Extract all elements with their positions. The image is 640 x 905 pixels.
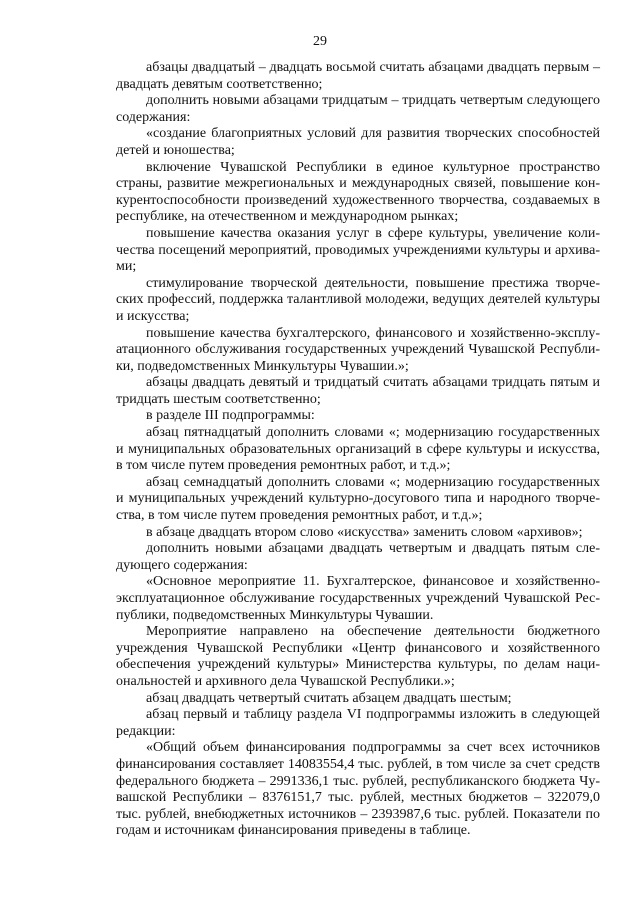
paragraph: абзац двадцать четвертый считать абзацем двадцать шестым; (146, 690, 512, 706)
paragraph: дополнить новыми абзацами тридцатым – тридцать четвертым следующего содержания: (116, 93, 600, 125)
paragraph: дополнить новыми абзацами двадцать четвертым и двадцать пятым следующего содержания: (116, 541, 600, 573)
paragraph: абзац семнадцатый дополнить словами «; модернизацию государственных и муниципальных учреждений культурно-досугового типа и народного творчества, в том числе путем проведения ремонтных работ, и т.д.»; (116, 474, 600, 524)
paragraph: включение Чувашской Республики в единое культурное пространство страны, развитие межрегиональных и международных связей, повышение конкурентоспособности произведений художественного творчества, создаваемых в республике, на отечественном и международном рынках; (116, 159, 600, 225)
page-number: 29 (313, 34, 327, 49)
paragraph: повышение качества бухгалтерского, финансового и хозяйственно-эксплуатационного обслуживания государственных учреждений Чувашской Республики, подведомственных Минкультуры Чувашии.»; (116, 325, 600, 374)
paragraph: Мероприятие направлено на обеспечение деятельности бюджетного учреждения Чувашской Республики «Центр финансового и хозяйственного обеспечения учреждений культуры» Министерства культуры, по делам национальностей и архивного дела Чувашской Республики.»; (116, 624, 600, 689)
paragraph: абзацы двадцать девятый и тридцатый считать абзацами тридцать пятым и тридцать шестым соответственно; (116, 375, 600, 407)
paragraph: «создание благоприятных условий для развития творческих способностей детей и юношества; (116, 126, 600, 158)
paragraph: повышение качества оказания услуг в сфере культуры, увеличение количества посещений мероприятий, проводимых учреждениями культуры и архивами; (116, 225, 600, 275)
document-body (116, 60, 600, 840)
paragraph: «Общий объем финансирования подпрограммы за счет всех источников финансирования составляет 14083554,4 тыс. рублей, в том числе за счет средств федерального бюджета – 2991336,1 тыс. рублей, республиканского бюджета Чувашской Республики – 8376151,7 тыс. рублей, местных бюджетов – 322079,0 тыс. рублей, внебюджетных источников – 2393987,6 тыс. рублей. Показатели по годам и источникам финансирования приведены в таблице. (116, 740, 600, 839)
paragraph: абзац пятнадцатый дополнить словами «; модернизацию государственных и муниципальных образовательных организаций в сфере культуры и искусства, в том числе путем проведения ремонтных работ, и т.д.»; (116, 425, 600, 474)
paragraph: в разделе III подпрограммы: (146, 408, 315, 424)
paragraph: абзац первый и таблицу раздела VI подпрограммы изложить в следующей редакции: (116, 707, 600, 739)
paragraph: в абзаце двадцать втором слово «искусства» заменить словом «архивов»; (146, 524, 583, 540)
paragraph: абзацы двадцатый – двадцать восьмой считать абзацами двадцать первым – двадцать девятым соответственно; (116, 60, 600, 92)
paragraph: «Основное мероприятие 11. Бухгалтерское, финансовое и хозяйственно-эксплуатационное обслуживание государственных учреждений Чувашской Республики, подведомственных Минкультуры Чувашии. (116, 574, 600, 623)
paragraph: стимулирование творческой деятельности, повышение престижа творческих профессий, поддержка талантливой молодежи, ведущих деятелей культуры и искусства; (116, 275, 600, 324)
